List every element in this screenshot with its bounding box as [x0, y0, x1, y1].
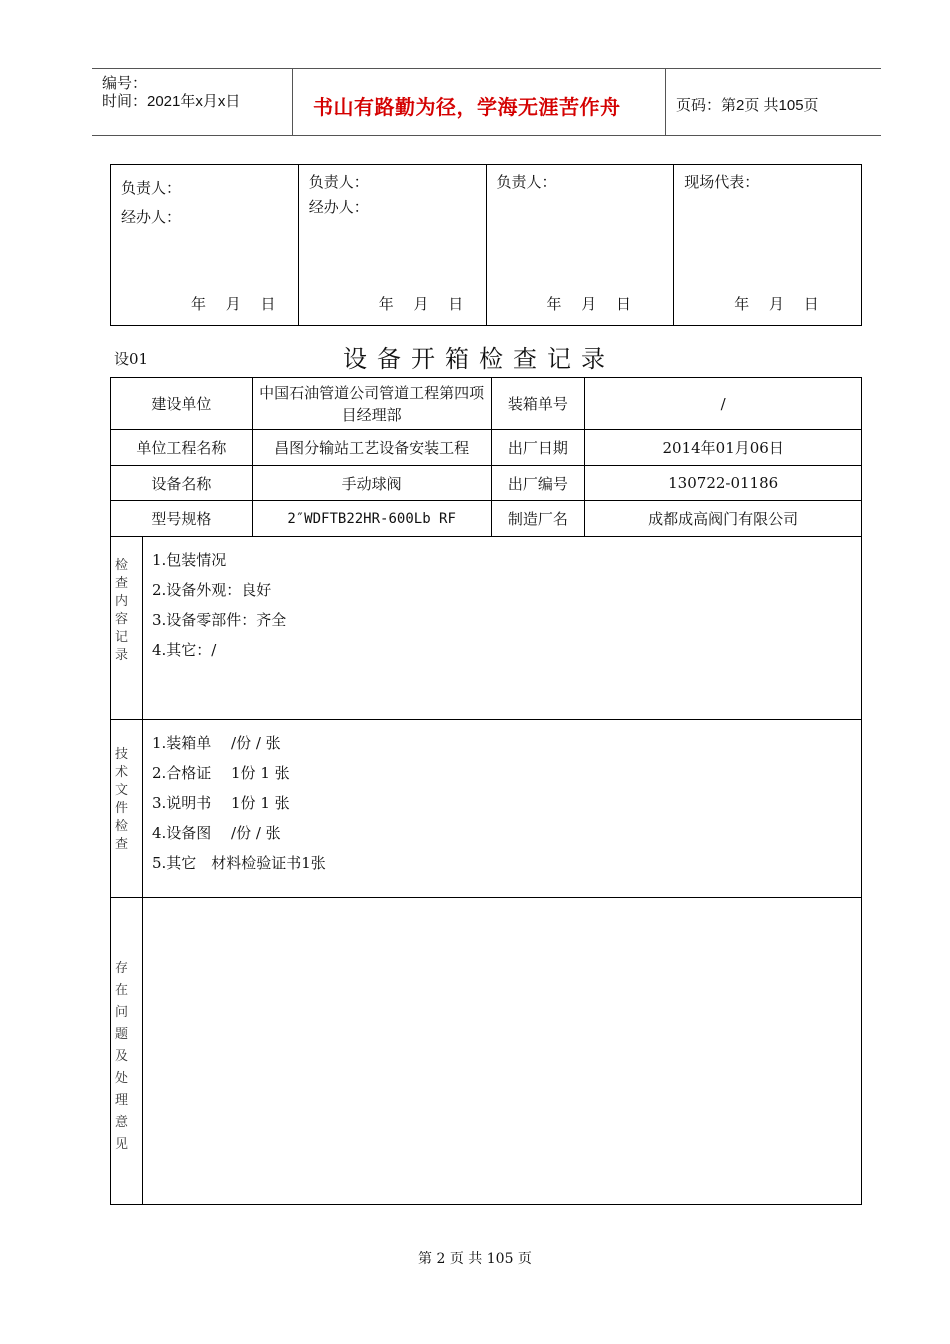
signature-cell [298, 165, 486, 326]
signature-line2: 经办人： [121, 208, 182, 226]
section-content [142, 537, 861, 720]
time-label: 时间：2021年x月x日 [102, 93, 241, 110]
list-item: 2.合格证 1份 1 张 [151, 764, 290, 782]
project-name-label: 单位工程名称 [111, 430, 253, 466]
form-code: 设01 [114, 350, 149, 368]
section-issues [111, 898, 862, 1205]
list-item: 4.设备图 /份 / 张 [151, 824, 281, 842]
section-content [142, 720, 861, 898]
factory-date-label: 出厂日期 [491, 430, 585, 466]
signature-cell [486, 165, 674, 326]
list-item: 1.包装情况 [151, 551, 227, 569]
factory-no-label: 出厂编号 [491, 466, 585, 501]
factory-date-value: 2014年01月06日 [585, 430, 862, 466]
model-label: 型号规格 [111, 501, 253, 537]
build-unit-value: 中国石油管道公司管道工程第四项目经理部 [252, 378, 491, 430]
section-side-label [111, 537, 143, 720]
number-label: 编号： [102, 75, 148, 92]
packing-no-label: 装箱单号 [491, 378, 585, 430]
list-item: 3.说明书 1份 1 张 [151, 794, 290, 812]
model-value: 2″WDFTB22HR-600Lb RF [252, 501, 491, 537]
list-item: 2.设备外观：良好 [151, 581, 272, 599]
section-inspection [111, 537, 862, 720]
table-row [111, 378, 862, 430]
header-top-rule [92, 68, 881, 69]
header-divider-2 [665, 69, 666, 136]
maker-value: 成都成高阀门有限公司 [585, 501, 862, 537]
signature-line1: 负责人： [496, 173, 557, 191]
motto: 书山有路勤为径，学海无涯苦作舟 [313, 95, 621, 119]
section-side-text: 技术文件检查 [115, 747, 129, 852]
maker-label: 制造厂名 [491, 501, 585, 537]
table-row [111, 430, 862, 466]
list-item: 4.其它：/ [151, 641, 217, 659]
signature-date: 年 月 日 [378, 295, 464, 313]
list-item: 3.设备零部件：齐全 [151, 611, 287, 629]
equipment-name-value: 手动球阀 [252, 466, 491, 501]
record-table [110, 377, 862, 1205]
form-title: 设备开箱检查记录 [343, 345, 615, 373]
table-row [111, 466, 862, 501]
signature-cell [111, 165, 299, 326]
factory-no-value: 130722-01186 [585, 466, 862, 501]
signature-line1: 负责人： [308, 173, 369, 191]
signature-line1: 现场代表： [684, 173, 760, 191]
list-item: 1.装箱单 /份 / 张 [151, 734, 281, 752]
page-code: 页码：第2页 共105页 [676, 97, 819, 114]
signature-date: 年 月 日 [734, 295, 819, 313]
section-content [142, 898, 861, 1205]
page-footer: 第 2 页 共 105 页 [418, 1251, 532, 1267]
section-side-label [111, 898, 143, 1205]
build-unit-label: 建设单位 [111, 378, 253, 430]
list-item: 5.其它 材料检验证书1张 [151, 854, 326, 872]
section-side-label [111, 720, 143, 898]
signature-date: 年 月 日 [191, 295, 276, 313]
signature-line1: 负责人： [121, 179, 182, 197]
header-bottom-rule [92, 135, 881, 136]
header-divider-1 [292, 69, 293, 136]
section-side-text: 检查内容记录 [115, 558, 129, 663]
signature-date: 年 月 日 [546, 295, 632, 313]
project-name-value: 昌图分输站工艺设备安装工程 [252, 430, 491, 466]
table-row [111, 501, 862, 537]
signature-cell [674, 165, 862, 326]
section-side-text: 存在问题及处理意见 [115, 961, 129, 1152]
equipment-name-label: 设备名称 [111, 466, 253, 501]
signature-line2: 经办人： [308, 198, 369, 216]
section-documents [111, 720, 862, 898]
signature-table [110, 164, 862, 326]
packing-no-value: / [585, 378, 862, 430]
